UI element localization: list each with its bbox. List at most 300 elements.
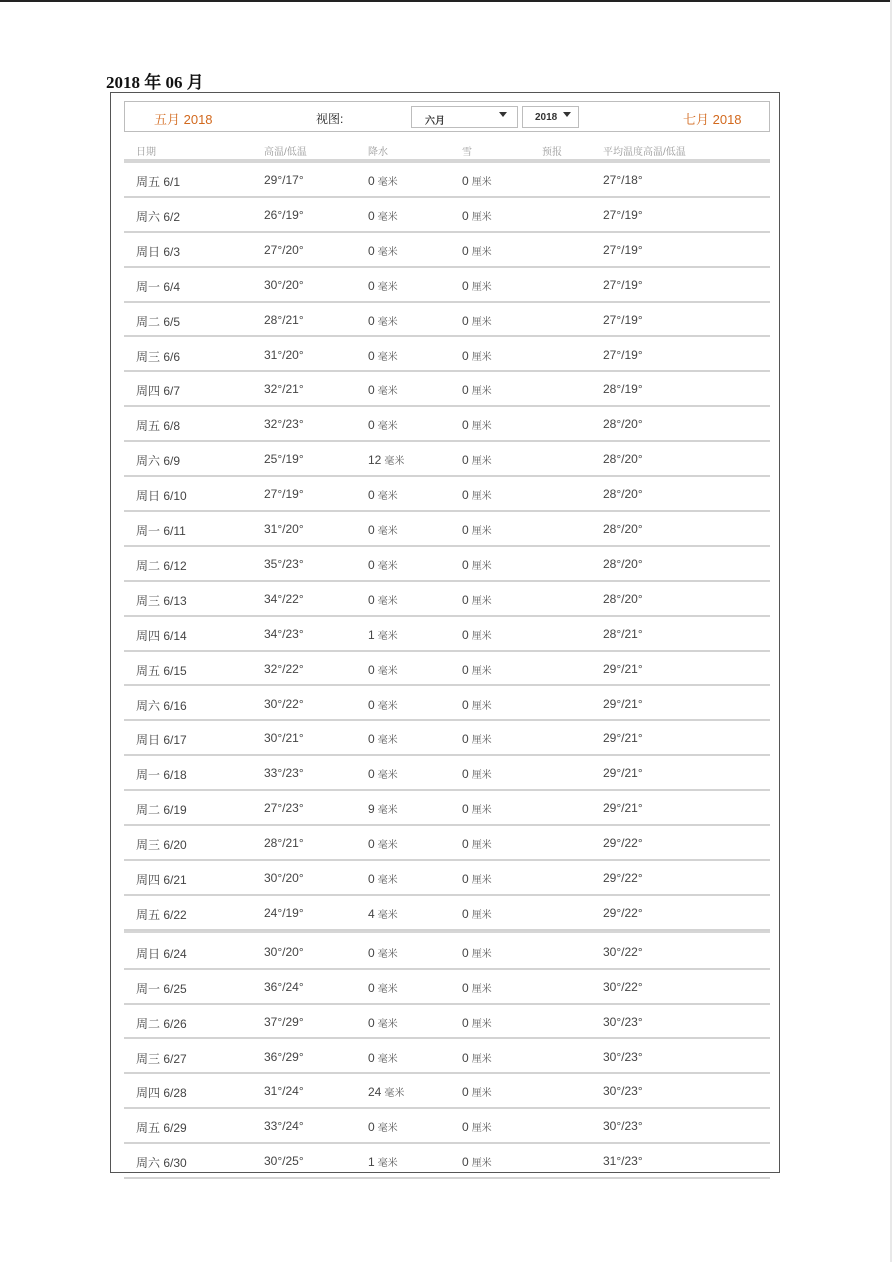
cell-date xyxy=(136,382,180,399)
cell-snow-value: 0 xyxy=(462,174,469,188)
cell-avg-value: 28°/20° xyxy=(603,487,643,502)
table-row xyxy=(124,652,770,687)
cell-snow xyxy=(462,945,492,960)
cell-precip-unit: 毫米 xyxy=(377,1018,398,1030)
table-row xyxy=(124,687,770,722)
cell-hi-lo-value: 34°/23° xyxy=(264,626,304,641)
cell-precip xyxy=(368,557,398,572)
cell-snow-value: 0 xyxy=(462,906,469,921)
cell-avg xyxy=(603,487,643,501)
cell-precip xyxy=(368,348,398,363)
cell-hi-lo xyxy=(264,417,304,431)
cell-precip-value: 0 xyxy=(368,313,375,328)
column-header-forecast: 预报 xyxy=(542,147,562,158)
cell-precip-unit: 毫米 xyxy=(377,1053,398,1065)
cell-precip-unit: 毫米 xyxy=(377,595,398,607)
cell-snow-unit: 厘米 xyxy=(471,948,492,960)
cell-snow-unit: 厘米 xyxy=(471,281,492,293)
cell-hi-lo-value: 34°/22° xyxy=(264,591,304,606)
column-header-snow: 雪 xyxy=(462,147,472,158)
cell-avg xyxy=(603,871,643,885)
cell-precip xyxy=(368,697,398,712)
cell-date xyxy=(136,662,187,679)
cell-snow xyxy=(462,592,492,607)
cell-precip xyxy=(368,417,398,432)
cell-avg xyxy=(603,1084,643,1098)
top-border xyxy=(0,0,892,2)
cell-precip xyxy=(368,452,404,467)
cell-date xyxy=(136,243,180,260)
month-select[interactable] xyxy=(411,106,518,128)
cell-date xyxy=(136,871,187,888)
cell-snow-value: 0 xyxy=(462,488,469,503)
cell-snow-unit: 厘米 xyxy=(471,177,492,188)
year-select[interactable] xyxy=(522,106,579,128)
cell-avg-value: 28°/21° xyxy=(603,626,643,641)
view-label: 视图: xyxy=(316,112,344,126)
cell-hi-lo-value: 30°/20° xyxy=(264,944,304,959)
cell-precip xyxy=(368,1119,398,1134)
table-row xyxy=(124,935,770,970)
cell-avg-value: 30°/23° xyxy=(603,1119,643,1134)
table-row xyxy=(124,338,770,373)
table-row xyxy=(124,617,770,652)
cell-snow xyxy=(462,313,492,328)
cell-date xyxy=(136,836,187,853)
cell-hi-lo-value: 26°/19° xyxy=(264,207,304,222)
cell-snow xyxy=(462,1084,492,1099)
cell-hi-lo xyxy=(264,208,304,222)
cell-precip-value: 0 xyxy=(368,383,375,398)
cell-snow xyxy=(462,766,492,781)
year-select-value: 2018 xyxy=(535,112,558,123)
cell-hi-lo xyxy=(264,348,304,362)
cell-hi-lo-value: 35°/23° xyxy=(264,556,304,571)
cell-snow-value: 0 xyxy=(462,697,469,712)
cell-avg-value: 27°/19° xyxy=(603,347,643,362)
cell-avg xyxy=(603,1154,643,1168)
cell-hi-lo-value: 24°/19° xyxy=(264,905,304,920)
cell-hi-lo xyxy=(264,801,304,815)
cell-snow xyxy=(462,627,492,642)
cell-date-value: 周三 6/6 xyxy=(136,349,181,364)
cell-date xyxy=(136,313,180,330)
cell-snow xyxy=(462,662,492,677)
cell-avg-value: 28°/20° xyxy=(603,556,643,571)
cell-hi-lo-value: 27°/20° xyxy=(264,242,304,257)
table-row xyxy=(124,442,770,477)
cell-snow-value: 0 xyxy=(462,662,469,677)
table-row xyxy=(124,407,770,442)
cell-date-value: 周日 6/3 xyxy=(136,244,181,259)
cell-snow xyxy=(462,522,492,537)
cell-snow-unit: 厘米 xyxy=(471,1123,492,1135)
cell-snow-value: 0 xyxy=(462,837,469,852)
cell-hi-lo xyxy=(264,662,304,676)
cell-avg xyxy=(603,980,643,994)
cell-date-value: 周六 6/16 xyxy=(136,698,187,713)
month-navigation xyxy=(124,101,770,132)
cell-avg-value: 27°/19° xyxy=(603,242,643,257)
cell-avg xyxy=(603,592,643,606)
cell-hi-lo xyxy=(264,382,304,396)
cell-avg-value: 29°/22° xyxy=(603,871,643,885)
cell-snow-value: 0 xyxy=(462,208,469,223)
cell-hi-lo xyxy=(264,243,304,257)
cell-precip-value: 0 xyxy=(368,278,375,293)
cell-hi-lo xyxy=(264,173,304,187)
cell-snow xyxy=(462,243,492,258)
cell-hi-lo-value: 30°/21° xyxy=(264,731,304,746)
cell-precip-value: 0 xyxy=(368,945,375,960)
cell-avg-value: 29°/21° xyxy=(603,696,643,711)
cell-snow-unit: 厘米 xyxy=(471,351,492,363)
cell-snow-unit: 厘米 xyxy=(471,1158,492,1170)
cell-avg-value: 30°/23° xyxy=(603,1014,643,1029)
cell-precip xyxy=(368,945,398,960)
table-row xyxy=(124,896,770,931)
cell-precip-value: 9 xyxy=(368,802,375,817)
cell-snow-value: 0 xyxy=(462,557,469,572)
cell-snow-value: 0 xyxy=(462,872,469,886)
cell-hi-lo-value: 28°/21° xyxy=(264,312,304,327)
table-row xyxy=(124,1074,770,1109)
cell-hi-lo xyxy=(264,522,304,536)
cell-hi-lo-value: 29°/17° xyxy=(264,173,304,187)
cell-snow-value: 0 xyxy=(462,523,469,537)
cell-avg xyxy=(603,417,643,431)
cell-avg-value: 29°/21° xyxy=(603,766,643,781)
cell-snow xyxy=(462,906,492,921)
cell-avg xyxy=(603,801,643,815)
cell-hi-lo-value: 36°/29° xyxy=(264,1049,304,1064)
cell-avg xyxy=(603,278,643,292)
cell-precip-value: 0 xyxy=(368,837,375,852)
cell-hi-lo xyxy=(264,766,304,780)
cell-precip-unit: 毫米 xyxy=(384,1088,405,1100)
cell-precip xyxy=(368,627,398,642)
cell-precip-unit: 毫米 xyxy=(377,1123,398,1135)
cell-date-value: 周五 6/8 xyxy=(136,419,181,434)
cell-hi-lo xyxy=(264,627,304,641)
cell-precip-unit: 毫米 xyxy=(377,805,398,817)
cell-precip-value: 0 xyxy=(368,418,375,433)
cell-precip-unit: 毫米 xyxy=(377,351,398,363)
cell-avg-value: 28°/20° xyxy=(603,591,643,606)
cell-date xyxy=(136,1015,187,1032)
cell-precip-value: 4 xyxy=(368,906,375,921)
cell-hi-lo xyxy=(264,487,304,501)
cell-hi-lo xyxy=(264,592,304,606)
cell-snow-value: 0 xyxy=(462,1085,469,1100)
cell-avg-value: 30°/22° xyxy=(603,944,643,959)
cell-snow-value: 0 xyxy=(462,1050,469,1065)
cell-date-value: 周日 6/24 xyxy=(136,946,187,961)
cell-hi-lo xyxy=(264,1154,304,1168)
cell-precip-unit: 毫米 xyxy=(377,700,398,712)
cell-snow-value: 0 xyxy=(462,732,469,747)
cell-precip xyxy=(368,313,398,328)
column-header-hilo: 高温/低温 xyxy=(264,147,307,158)
cell-snow-unit: 厘米 xyxy=(471,735,492,747)
prev-month-link[interactable]: 五月 2018 xyxy=(154,112,213,127)
cell-hi-lo-value: 33°/23° xyxy=(264,766,304,781)
cell-date xyxy=(136,452,180,469)
cell-hi-lo-value: 32°/21° xyxy=(264,382,304,397)
cell-date xyxy=(136,557,187,574)
table-row xyxy=(124,791,770,826)
cell-avg-value: 27°/18° xyxy=(603,173,643,187)
cell-hi-lo-value: 32°/23° xyxy=(264,417,304,432)
cell-hi-lo xyxy=(264,452,304,466)
cell-avg xyxy=(603,557,643,571)
month-select-value: 六月 xyxy=(425,116,445,127)
table-row xyxy=(124,970,770,1005)
cell-precip-unit: 毫米 xyxy=(377,316,398,328)
cell-hi-lo-value: 27°/23° xyxy=(264,801,304,816)
cell-hi-lo xyxy=(264,1050,304,1064)
cell-date-value: 周三 6/27 xyxy=(136,1051,187,1066)
cell-snow-value: 0 xyxy=(462,278,469,293)
cell-avg xyxy=(603,945,643,959)
cell-precip-unit: 毫米 xyxy=(377,909,398,921)
cell-snow xyxy=(462,731,492,746)
column-header-precip: 降水 xyxy=(368,147,388,158)
cell-hi-lo-value: 30°/25° xyxy=(264,1154,304,1169)
cell-avg xyxy=(603,662,643,676)
table-row xyxy=(124,372,770,407)
cell-snow-value: 0 xyxy=(462,243,469,258)
cell-hi-lo-value: 32°/22° xyxy=(264,661,304,676)
cell-precip xyxy=(368,1050,398,1065)
cell-snow xyxy=(462,382,492,397)
cell-precip-unit: 毫米 xyxy=(377,177,398,188)
cell-date xyxy=(136,1050,187,1067)
cell-avg xyxy=(603,243,643,257)
cell-precip-value: 0 xyxy=(368,174,375,188)
cell-snow xyxy=(462,836,492,851)
table-row xyxy=(124,1040,770,1075)
table-row xyxy=(124,512,770,547)
cell-snow-unit: 厘米 xyxy=(471,665,492,677)
cell-hi-lo xyxy=(264,1119,304,1133)
cell-date xyxy=(136,1154,187,1171)
cell-snow-unit: 厘米 xyxy=(471,805,492,817)
cell-date xyxy=(136,208,180,225)
cell-date-value: 周一 6/4 xyxy=(136,279,181,294)
cell-hi-lo-value: 27°/19° xyxy=(264,487,304,502)
cell-hi-lo-value: 30°/22° xyxy=(264,696,304,711)
cell-avg-value: 28°/20° xyxy=(603,522,643,536)
cell-hi-lo xyxy=(264,278,304,292)
chevron-down-icon xyxy=(563,112,571,117)
table-row xyxy=(124,303,770,338)
cell-precip-value: 0 xyxy=(368,1120,375,1135)
cell-snow xyxy=(462,801,492,816)
cell-hi-lo-value: 30°/20° xyxy=(264,277,304,292)
cell-precip-unit: 毫米 xyxy=(377,560,398,572)
chevron-down-icon xyxy=(499,112,507,117)
cell-precip-unit: 毫米 xyxy=(377,983,398,995)
cell-avg xyxy=(603,731,643,745)
next-month-link[interactable]: 七月 2018 xyxy=(683,112,742,127)
cell-hi-lo xyxy=(264,836,304,850)
cell-snow xyxy=(462,208,492,223)
cell-snow-unit: 厘米 xyxy=(471,211,492,223)
cell-date xyxy=(136,1084,187,1101)
cell-snow-unit: 厘米 xyxy=(471,246,492,258)
cell-precip-value: 0 xyxy=(368,488,375,503)
cell-snow-unit: 厘米 xyxy=(471,770,492,782)
cell-avg xyxy=(603,1119,643,1133)
cell-date xyxy=(136,592,187,609)
cell-hi-lo xyxy=(264,980,304,994)
page-title: 2018 年 06 月 xyxy=(106,73,204,92)
cell-precip-value: 1 xyxy=(368,627,375,642)
cell-precip-unit: 毫米 xyxy=(377,246,398,258)
cell-date-value: 周二 6/26 xyxy=(136,1016,187,1031)
cell-avg-value: 29°/21° xyxy=(603,731,643,746)
cell-snow-value: 0 xyxy=(462,802,469,817)
cell-precip-value: 1 xyxy=(368,1155,375,1170)
cell-hi-lo xyxy=(264,1084,304,1098)
cell-date xyxy=(136,945,187,962)
cell-hi-lo-value: 31°/24° xyxy=(264,1084,304,1099)
table-row xyxy=(124,756,770,791)
cell-avg xyxy=(603,906,643,920)
cell-precip-value: 0 xyxy=(368,592,375,607)
cell-snow-value: 0 xyxy=(462,592,469,607)
table-row xyxy=(124,826,770,861)
cell-snow-unit: 厘米 xyxy=(471,421,492,433)
cell-avg xyxy=(603,348,643,362)
cell-date-value: 周日 6/10 xyxy=(136,489,187,504)
cell-snow-value: 0 xyxy=(462,348,469,363)
cell-date xyxy=(136,348,180,365)
table-header xyxy=(124,141,770,159)
cell-precip-unit: 毫米 xyxy=(377,875,398,886)
cell-avg xyxy=(603,452,643,466)
cell-avg xyxy=(603,1050,643,1064)
cell-precip-value: 12 xyxy=(368,453,382,468)
cell-precip xyxy=(368,871,398,886)
cell-avg-value: 30°/22° xyxy=(603,979,643,994)
cell-snow-value: 0 xyxy=(462,383,469,398)
cell-precip-value: 24 xyxy=(368,1085,382,1100)
cell-precip xyxy=(368,1015,398,1030)
cell-snow-unit: 厘米 xyxy=(471,456,492,468)
cell-snow-unit: 厘米 xyxy=(471,560,492,572)
cell-date xyxy=(136,278,180,295)
cell-snow-unit: 厘米 xyxy=(471,1018,492,1030)
cell-snow xyxy=(462,1154,492,1169)
cell-snow-unit: 厘米 xyxy=(471,1088,492,1100)
table-row xyxy=(124,163,770,198)
cell-date xyxy=(136,417,180,434)
cell-precip-value: 0 xyxy=(368,1015,375,1030)
cell-snow-value: 0 xyxy=(462,1120,469,1135)
cell-precip xyxy=(368,801,398,816)
cell-snow-value: 0 xyxy=(462,313,469,328)
table-row xyxy=(124,582,770,617)
cell-precip-value: 0 xyxy=(368,557,375,572)
cell-precip-value: 0 xyxy=(368,872,375,886)
cell-snow-unit: 厘米 xyxy=(471,386,492,398)
cell-precip xyxy=(368,836,398,851)
cell-avg-value: 28°/19° xyxy=(603,382,643,397)
cell-avg-value: 30°/23° xyxy=(603,1049,643,1064)
cell-precip xyxy=(368,522,398,537)
cell-snow xyxy=(462,417,492,432)
cell-avg-value: 29°/22° xyxy=(603,836,643,851)
cell-snow xyxy=(462,871,492,886)
cell-snow-unit: 厘米 xyxy=(471,875,492,886)
cell-precip xyxy=(368,208,398,223)
cell-snow-unit: 厘米 xyxy=(471,840,492,852)
cell-precip xyxy=(368,766,398,781)
cell-snow-unit: 厘米 xyxy=(471,700,492,712)
cell-precip-unit: 毫米 xyxy=(377,421,398,433)
cell-date-value: 周三 6/13 xyxy=(136,593,187,608)
table-row xyxy=(124,1005,770,1040)
cell-avg-value: 29°/21° xyxy=(603,801,643,816)
cell-date-value: 周一 6/25 xyxy=(136,981,187,996)
cell-precip-unit: 毫米 xyxy=(377,770,398,782)
table-row xyxy=(124,477,770,512)
table-row xyxy=(124,1109,770,1144)
cell-precip-unit: 毫米 xyxy=(377,386,398,398)
cell-hi-lo-value: 36°/24° xyxy=(264,979,304,994)
cell-date-value: 周二 6/19 xyxy=(136,803,187,818)
cell-precip-unit: 毫米 xyxy=(377,281,398,293)
cell-precip-unit: 毫米 xyxy=(377,211,398,223)
cell-precip xyxy=(368,1084,404,1099)
cell-date-value: 周四 6/28 xyxy=(136,1086,187,1101)
cell-date-value: 周一 6/18 xyxy=(136,768,187,783)
cell-precip-unit: 毫米 xyxy=(377,840,398,852)
cell-snow-unit: 厘米 xyxy=(471,316,492,328)
cell-date xyxy=(136,487,187,504)
cell-snow-value: 0 xyxy=(462,767,469,782)
cell-precip-unit: 毫米 xyxy=(377,948,398,960)
cell-snow xyxy=(462,173,492,188)
cell-precip-unit: 毫米 xyxy=(377,526,398,537)
cell-snow-unit: 厘米 xyxy=(471,526,492,537)
column-header-avg: 平均温度高温/低温 xyxy=(603,147,686,158)
cell-hi-lo-value: 33°/24° xyxy=(264,1119,304,1134)
cell-avg-value: 28°/20° xyxy=(603,452,643,467)
cell-hi-lo xyxy=(264,906,304,920)
cell-snow xyxy=(462,557,492,572)
cell-precip-unit: 毫米 xyxy=(384,456,405,468)
table-row xyxy=(124,268,770,303)
cell-hi-lo xyxy=(264,871,304,885)
cell-date xyxy=(136,980,187,997)
cell-date xyxy=(136,1119,187,1136)
cell-snow-unit: 厘米 xyxy=(471,491,492,503)
cell-date xyxy=(136,627,187,644)
cell-snow-unit: 厘米 xyxy=(471,909,492,921)
cell-snow xyxy=(462,1015,492,1030)
cell-date-value: 周四 6/14 xyxy=(136,628,187,643)
table-row xyxy=(124,198,770,233)
cell-date-value: 周五 6/22 xyxy=(136,907,187,922)
cell-snow xyxy=(462,348,492,363)
cell-date xyxy=(136,522,186,539)
cell-snow-unit: 厘米 xyxy=(471,595,492,607)
cell-precip xyxy=(368,592,398,607)
cell-date-value: 周二 6/12 xyxy=(136,558,187,573)
